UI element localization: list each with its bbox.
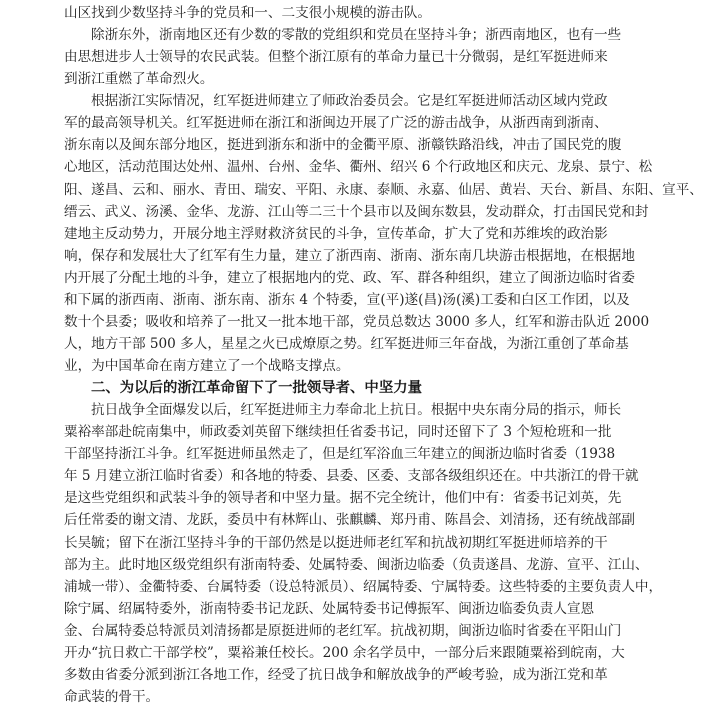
text-line: 建地主反动势力，开展分地主浮财救济贫民的斗争，宣传革命，扩大了党和苏维埃的政治影: [64, 225, 608, 242]
text-line: 内开展了分配土地的斗争，建立了根据地内的党、政、军、群各种组织，建立了闽浙边临时省委: [64, 269, 635, 286]
text-line: 由思想进步人士领导的农民武装。但整个浙江原有的革命力量已十分微弱，是红军挺进师来: [64, 49, 608, 66]
text-line: 命武装的骨干。: [64, 688, 160, 705]
text-line: 部为主。此时地区级党组织有浙南特委、处属特委、闽浙边临委（负责遂昌、龙游、宣平、江山、: [64, 556, 649, 573]
text-line: 后任常委的谢文清、龙跃，委员中有林辉山、张麒麟、郑丹甫、陈昌会、刘清扬，还有统战部副: [64, 512, 635, 529]
text-line: 长吴毓；留下在浙江坚持斗争的干部仍然是以挺进师老红军和抗战初期红军挺进师培养的干: [64, 534, 608, 551]
text-line: 金、台属特委总特派员刘清扬都是原挺进师的老红军。抗战初期，闽浙边临时省委在平阳山门: [64, 622, 622, 639]
text-line: 除浙东外，浙南地区还有少数的零散的党组织和党员在坚持斗争；浙西南地区，也有一些: [91, 27, 622, 44]
text-line: 响，保存和发展壮大了红军有生力量，建立了浙西南、浙南、浙东南几块游击根据地，在根据地: [64, 247, 635, 264]
text-line: 开办“抗日救亡干部学校”，粟裕兼任校长。200 余名学员中，一部分后来跟随粟裕到皖南，大: [64, 644, 625, 661]
section-heading: 二、为以后的浙江革命留下了一批领导者、中坚力量: [91, 380, 422, 397]
text-line: 缙云、武义、汤溪、金华、龙游、江山等二三十个县市以及闽东数县，发动群众，打击国民党和封: [64, 203, 649, 220]
text-line: 除宁属、绍属特委外，浙南特委书记龙跃、处属特委书记傅振军、闽浙边临委负责人宣恩: [64, 600, 595, 617]
text-line: 到浙江重燃了革命烈火。: [64, 71, 214, 88]
text-line: 多数由省委分派到浙江各地工作，经受了抗日战争和解放战争的严峻考验，成为浙江党和革: [64, 666, 608, 683]
text-line: 根据浙江实际情况，红军挺进师建立了师政治委员会。它是红军挺进师活动区域内党政: [91, 93, 608, 110]
text-line: 数十个县委；吸收和培养了一批又一批本地干部，党员总数达 3000 多人，红军和游击队近 2000: [64, 313, 650, 330]
text-line: 粟裕率部赴皖南集中，师政委刘英留下继续担任省委书记，同时还留下了 3 个短枪班和一批: [64, 424, 612, 441]
text-line: 心地区，活动范围达处州、温州、台州、金华、衢州、绍兴 6 个行政地区和庆元、龙泉、景宁、松: [64, 159, 653, 176]
text-line: 业，为中国革命在南方建立了一个战略支撑点。: [64, 358, 350, 374]
text-line: 军的最高领导机关。红军挺进师在浙江和浙闽边开展了广泛的游击战争，从浙西南到浙南、: [64, 115, 608, 132]
text-line: 山区找到少数坚持斗争的党员和一、二支很小规模的游击队。: [64, 5, 432, 21]
text-line: 是这些党组织和武装斗争的领导者和中坚力量。据不完全统计，他们中有：省委书记刘英，先: [64, 490, 622, 507]
text-line: 浦城一带）、金衢特委、台属特委（设总特派员）、绍属特委、宁属特委。这些特委的主要负责人中，: [64, 578, 663, 595]
text-line: 年 5 月建立浙江临时省委）和各地的特委、县委、区委、支部各级组织还在。中共浙江的骨干就: [64, 468, 639, 485]
text-line: 干部坚持浙江斗争。红军挺进师虽然走了，但是红军浴血三年建立的闽浙边临时省委（1938: [64, 446, 616, 463]
text-line: 浙东南以及闽东部分地区，挺进到浙东和浙中的金衢平原、浙赣铁路沿线，冲击了国民党的腹: [64, 137, 622, 154]
text-line: 和下属的浙西南、浙南、浙东南、浙东 4 个特委，宣(平)遂(昌)汤(溪)工委和白区工作团，以及: [64, 291, 630, 308]
text-line: 人，地方干部 500 多人，星星之火已成燎原之势。红军挺进师三年奋战，为浙江重创了革命基: [64, 335, 629, 352]
text-line: 抗日战争全面爆发以后，红军挺进师主力奉命北上抗日。根据中央东南分局的指示，师长: [91, 402, 622, 419]
text-line: 阳、遂昌、云和、丽水、青田、瑞安、平阳、永康、泰顺、永嘉、仙居、黄岩、天台、新昌、东阳、宣平、: [64, 181, 703, 198]
